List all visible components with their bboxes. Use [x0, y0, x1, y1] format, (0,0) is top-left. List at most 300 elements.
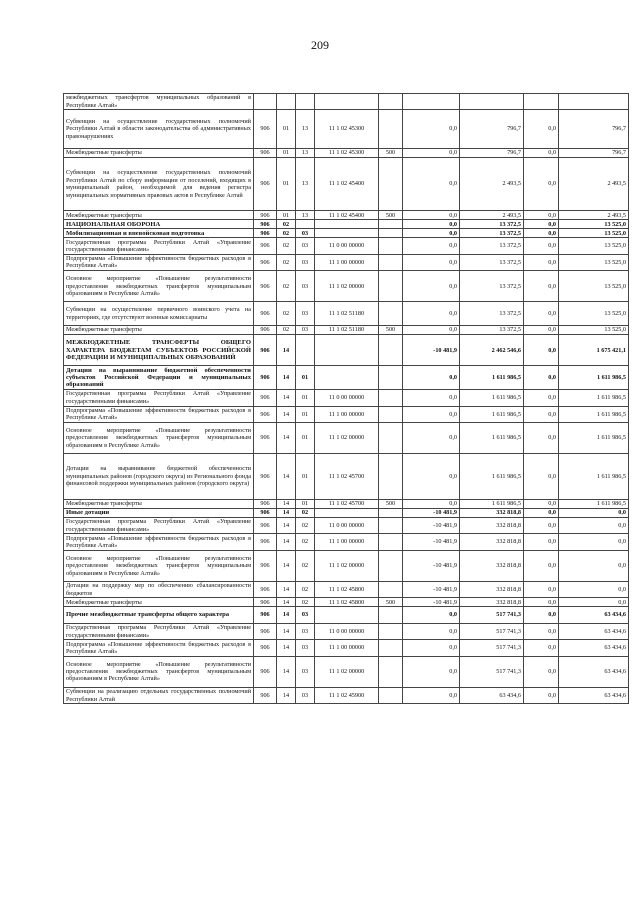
cell-value-1: -10 481,9 — [403, 598, 460, 607]
cell-value-1: 0,0 — [403, 157, 460, 210]
cell-subsection: 02 — [296, 534, 315, 550]
cell-expense-type — [379, 656, 403, 687]
cell-subsection: 01 — [296, 366, 315, 390]
cell-name: Прочие межбюджетные трансферты общего характера — [64, 607, 254, 623]
cell-expense-type — [379, 623, 403, 639]
cell-target-article: 11 0 00 00000 — [315, 390, 379, 406]
cell-expense-type — [379, 302, 403, 326]
table-row — [64, 211, 629, 220]
cell-value-2: 13 372,5 — [460, 271, 524, 302]
cell-value-2: 1 611 986,5 — [460, 390, 524, 406]
cell-expense-type — [379, 238, 403, 254]
cell-value-2: 13 372,5 — [460, 238, 524, 254]
cell-section: 14 — [277, 582, 296, 598]
cell-value-4: 1 675 421,1 — [559, 335, 629, 366]
cell-name: Дотации на выравнивание бюджетной обеспеченности муниципальных районов (городского округа) из Регионального фонда финансовой поддержки муниципальных районов (городского округа) — [64, 454, 254, 500]
cell-target-article — [315, 94, 379, 110]
cell-subsection: 03 — [296, 302, 315, 326]
cell-value-4: 13 525,0 — [559, 254, 629, 270]
cell-name: Межбюджетные трансферты — [64, 598, 254, 607]
cell-section — [277, 94, 296, 110]
cell-value-3: 0,0 — [524, 509, 559, 518]
cell-target-article: 11 1 02 45900 — [315, 687, 379, 703]
cell-value-4: 13 525,0 — [559, 238, 629, 254]
cell-value-1: 0,0 — [403, 110, 460, 149]
table-row — [64, 509, 629, 518]
cell-name: Субвенции на осуществление государственных полномочий Республики Алтай в области законодательства об административных правонарушениях — [64, 110, 254, 149]
cell-name: Субвенции на реализацию отдельных государственных полномочий Республики Алтай — [64, 687, 254, 703]
cell-value-2: 13 372,5 — [460, 220, 524, 229]
cell-ved: 906 — [254, 148, 277, 157]
cell-name: Мобилизационная и вневойсковая подготовка — [64, 229, 254, 238]
cell-value-3: 0,0 — [524, 335, 559, 366]
cell-ved: 906 — [254, 366, 277, 390]
cell-value-4: 13 525,0 — [559, 326, 629, 335]
cell-section: 02 — [277, 271, 296, 302]
cell-target-article — [315, 607, 379, 623]
cell-value-2: 332 818,8 — [460, 509, 524, 518]
cell-ved: 906 — [254, 607, 277, 623]
cell-ved: 906 — [254, 582, 277, 598]
cell-name: Подпрограмма «Повышение эффективности бюджетных расходов в Республике Алтай» — [64, 406, 254, 422]
cell-subsection: 01 — [296, 390, 315, 406]
cell-expense-type: 500 — [379, 211, 403, 220]
cell-value-3: 0,0 — [524, 550, 559, 581]
cell-subsection: 02 — [296, 598, 315, 607]
cell-section: 14 — [277, 550, 296, 581]
cell-value-4: 1 611 986,5 — [559, 406, 629, 422]
cell-subsection: 03 — [296, 687, 315, 703]
cell-value-2: 13 372,5 — [460, 254, 524, 270]
cell-value-2: 63 434,6 — [460, 687, 524, 703]
cell-name: Государственная программа Республики Алтай «Управление государственными финансами» — [64, 623, 254, 639]
cell-ved: 906 — [254, 335, 277, 366]
cell-value-4: 0,0 — [559, 550, 629, 581]
table-row — [64, 110, 629, 149]
cell-value-1: 0,0 — [403, 687, 460, 703]
cell-value-2: 796,7 — [460, 148, 524, 157]
table-row — [64, 518, 629, 534]
cell-ved: 906 — [254, 687, 277, 703]
cell-value-4: 13 525,0 — [559, 229, 629, 238]
cell-ved: 906 — [254, 211, 277, 220]
cell-section: 14 — [277, 534, 296, 550]
cell-subsection: 02 — [296, 518, 315, 534]
cell-value-2: 13 372,5 — [460, 302, 524, 326]
cell-name: Государственная программа Республики Алтай «Управление государственными финансами» — [64, 518, 254, 534]
cell-section: 02 — [277, 326, 296, 335]
cell-value-1: 0,0 — [403, 326, 460, 335]
cell-ved: 906 — [254, 454, 277, 500]
cell-name: МЕЖБЮДЖЕТНЫЕ ТРАНСФЕРТЫ ОБЩЕГО ХАРАКТЕРА БЮДЖЕТАМ СУБЪЕКТОВ РОССИЙСКОЙ ФЕДЕРАЦИИ И МУНИЦИПАЛЬНЫХ ОБРАЗОВАНИЙ — [64, 335, 254, 366]
cell-expense-type — [379, 335, 403, 366]
cell-ved: 906 — [254, 640, 277, 656]
cell-value-2: 1 611 986,5 — [460, 422, 524, 453]
cell-value-2: 1 611 986,5 — [460, 406, 524, 422]
cell-ved: 906 — [254, 390, 277, 406]
cell-subsection: 03 — [296, 271, 315, 302]
table-row — [64, 640, 629, 656]
cell-subsection: 13 — [296, 211, 315, 220]
cell-expense-type — [379, 406, 403, 422]
cell-name: межбюджетных трансфертов муниципальных образований в Республике Алтай» — [64, 94, 254, 110]
cell-name: Подпрограмма «Повышение эффективности бюджетных расходов в Республике Алтай» — [64, 640, 254, 656]
cell-value-4: 1 611 986,5 — [559, 422, 629, 453]
cell-target-article: 11 1 00 00000 — [315, 406, 379, 422]
cell-value-1: -10 481,9 — [403, 509, 460, 518]
cell-value-4: 1 611 986,5 — [559, 454, 629, 500]
cell-value-2: 517 741,3 — [460, 640, 524, 656]
cell-target-article: 11 1 02 00000 — [315, 422, 379, 453]
cell-value-1: 0,0 — [403, 211, 460, 220]
cell-value-2 — [460, 94, 524, 110]
cell-expense-type — [379, 110, 403, 149]
cell-value-2: 1 611 986,5 — [460, 500, 524, 509]
cell-name: Субвенции на осуществление первичного воинского учета на территориях, где отсутствуют военные комиссариаты — [64, 302, 254, 326]
cell-value-2: 517 741,3 — [460, 607, 524, 623]
cell-ved: 906 — [254, 157, 277, 210]
table-row — [64, 238, 629, 254]
cell-value-3: 0,0 — [524, 390, 559, 406]
cell-value-3: 0,0 — [524, 582, 559, 598]
cell-value-3: 0,0 — [524, 229, 559, 238]
cell-subsection: 01 — [296, 454, 315, 500]
table-row — [64, 422, 629, 453]
cell-value-1: -10 481,9 — [403, 550, 460, 581]
table-row — [64, 550, 629, 581]
cell-value-2: 332 818,8 — [460, 582, 524, 598]
cell-expense-type — [379, 422, 403, 453]
cell-section: 14 — [277, 687, 296, 703]
cell-target-article: 11 1 02 45700 — [315, 454, 379, 500]
cell-value-1: -10 481,9 — [403, 582, 460, 598]
cell-value-2: 2 462 546,6 — [460, 335, 524, 366]
table-row — [64, 94, 629, 110]
cell-expense-type — [379, 366, 403, 390]
cell-value-4: 63 434,6 — [559, 640, 629, 656]
cell-ved: 906 — [254, 229, 277, 238]
table-row — [64, 302, 629, 326]
cell-value-1: 0,0 — [403, 366, 460, 390]
cell-section: 01 — [277, 157, 296, 210]
cell-section: 02 — [277, 254, 296, 270]
cell-expense-type — [379, 94, 403, 110]
cell-expense-type — [379, 534, 403, 550]
table-row — [64, 687, 629, 703]
cell-target-article: 11 1 02 45400 — [315, 211, 379, 220]
cell-name: Государственная программа Республики Алтай «Управление государственными финансами» — [64, 238, 254, 254]
cell-subsection: 03 — [296, 254, 315, 270]
cell-value-3: 0,0 — [524, 454, 559, 500]
cell-subsection: 13 — [296, 148, 315, 157]
cell-target-article: 11 1 02 51180 — [315, 302, 379, 326]
cell-target-article: 11 0 00 00000 — [315, 623, 379, 639]
cell-value-4: 2 493,5 — [559, 211, 629, 220]
table-row — [64, 656, 629, 687]
cell-name: Субвенции на осуществление государственных полномочий Республики Алтай по сбору информации от поселений, входящих в муниципальный район, необходимой для ведения регистра муниципальных нормативных правовых актов в Республике Алтай — [64, 157, 254, 210]
cell-value-2: 2 493,5 — [460, 211, 524, 220]
cell-value-4: 0,0 — [559, 534, 629, 550]
cell-value-4: 13 525,0 — [559, 271, 629, 302]
cell-value-2: 332 818,8 — [460, 534, 524, 550]
cell-name: Межбюджетные трансферты — [64, 326, 254, 335]
cell-value-4: 63 434,6 — [559, 687, 629, 703]
cell-value-4: 0,0 — [559, 598, 629, 607]
table-row — [64, 607, 629, 623]
cell-value-4: 2 493,5 — [559, 157, 629, 210]
cell-subsection: 01 — [296, 406, 315, 422]
cell-value-3: 0,0 — [524, 687, 559, 703]
cell-value-1: 0,0 — [403, 238, 460, 254]
cell-ved: 906 — [254, 500, 277, 509]
cell-subsection: 13 — [296, 110, 315, 149]
cell-value-2: 332 818,8 — [460, 598, 524, 607]
cell-section: 14 — [277, 640, 296, 656]
table-row — [64, 157, 629, 210]
cell-value-4: 796,7 — [559, 110, 629, 149]
cell-value-4: 13 525,0 — [559, 302, 629, 326]
cell-target-article: 11 1 02 00000 — [315, 550, 379, 581]
cell-target-article — [315, 229, 379, 238]
table-row — [64, 335, 629, 366]
cell-subsection: 03 — [296, 640, 315, 656]
table-row — [64, 500, 629, 509]
cell-expense-type — [379, 390, 403, 406]
cell-target-article: 11 1 02 45300 — [315, 110, 379, 149]
table-row — [64, 454, 629, 500]
cell-value-1: -10 481,9 — [403, 335, 460, 366]
cell-expense-type — [379, 271, 403, 302]
cell-value-2: 1 611 986,5 — [460, 454, 524, 500]
cell-value-3: 0,0 — [524, 518, 559, 534]
cell-ved: 906 — [254, 326, 277, 335]
cell-subsection: 01 — [296, 500, 315, 509]
cell-subsection: 03 — [296, 229, 315, 238]
cell-expense-type — [379, 229, 403, 238]
cell-value-4: 63 434,6 — [559, 656, 629, 687]
table-row — [64, 254, 629, 270]
cell-subsection: 02 — [296, 582, 315, 598]
cell-value-3: 0,0 — [524, 211, 559, 220]
budget-table — [63, 93, 629, 704]
cell-value-1: -10 481,9 — [403, 534, 460, 550]
cell-target-article — [315, 335, 379, 366]
cell-value-3: 0,0 — [524, 220, 559, 229]
cell-subsection: 03 — [296, 623, 315, 639]
cell-value-3: 0,0 — [524, 110, 559, 149]
cell-expense-type: 500 — [379, 148, 403, 157]
cell-target-article: 11 1 02 45300 — [315, 148, 379, 157]
cell-ved: 906 — [254, 509, 277, 518]
cell-expense-type — [379, 509, 403, 518]
cell-expense-type — [379, 518, 403, 534]
cell-ved: 906 — [254, 518, 277, 534]
cell-subsection: 02 — [296, 509, 315, 518]
cell-value-4: 1 611 986,5 — [559, 500, 629, 509]
cell-target-article: 11 1 02 45400 — [315, 157, 379, 210]
cell-value-3: 0,0 — [524, 656, 559, 687]
cell-name: Основное мероприятие «Повышение результативности предоставления межбюджетных трансфертов муниципальным образованиям в Республике Алтай» — [64, 271, 254, 302]
cell-value-4: 13 525,0 — [559, 220, 629, 229]
cell-section: 14 — [277, 406, 296, 422]
cell-subsection: 03 — [296, 326, 315, 335]
table-row — [64, 366, 629, 390]
cell-target-article: 11 1 02 00000 — [315, 271, 379, 302]
cell-value-1: 0,0 — [403, 220, 460, 229]
cell-section: 02 — [277, 220, 296, 229]
cell-name: Иные дотации — [64, 509, 254, 518]
table-row — [64, 271, 629, 302]
cell-value-3: 0,0 — [524, 406, 559, 422]
cell-value-3 — [524, 94, 559, 110]
cell-value-3: 0,0 — [524, 157, 559, 210]
cell-expense-type — [379, 687, 403, 703]
cell-subsection: 02 — [296, 550, 315, 581]
cell-name: Дотации на поддержку мер по обеспечению сбалансированности бюджетов — [64, 582, 254, 598]
table-row — [64, 390, 629, 406]
cell-name: Межбюджетные трансферты — [64, 500, 254, 509]
cell-value-2: 332 818,8 — [460, 518, 524, 534]
cell-value-1: 0,0 — [403, 390, 460, 406]
cell-expense-type — [379, 254, 403, 270]
cell-subsection: 03 — [296, 238, 315, 254]
table-row — [64, 406, 629, 422]
cell-expense-type — [379, 582, 403, 598]
cell-value-4: 1 611 986,5 — [559, 390, 629, 406]
cell-value-2: 332 818,8 — [460, 550, 524, 581]
cell-section: 02 — [277, 229, 296, 238]
cell-value-4: 796,7 — [559, 148, 629, 157]
cell-value-3: 0,0 — [524, 302, 559, 326]
cell-ved: 906 — [254, 598, 277, 607]
cell-ved: 906 — [254, 238, 277, 254]
cell-name: Межбюджетные трансферты — [64, 148, 254, 157]
cell-value-2: 13 372,5 — [460, 229, 524, 238]
cell-value-2: 796,7 — [460, 110, 524, 149]
cell-section: 02 — [277, 302, 296, 326]
cell-value-3: 0,0 — [524, 607, 559, 623]
cell-expense-type — [379, 640, 403, 656]
cell-target-article: 11 1 00 00000 — [315, 534, 379, 550]
cell-value-4: 63 434,6 — [559, 607, 629, 623]
cell-value-2: 517 741,3 — [460, 656, 524, 687]
cell-section: 14 — [277, 656, 296, 687]
table-row — [64, 623, 629, 639]
cell-value-2: 1 611 986,5 — [460, 366, 524, 390]
cell-value-4: 63 434,6 — [559, 623, 629, 639]
cell-value-1: 0,0 — [403, 302, 460, 326]
cell-section: 14 — [277, 422, 296, 453]
cell-target-article: 11 1 00 00000 — [315, 254, 379, 270]
cell-section: 14 — [277, 623, 296, 639]
cell-section: 01 — [277, 148, 296, 157]
cell-target-article: 11 1 02 00000 — [315, 656, 379, 687]
cell-value-1: 0,0 — [403, 229, 460, 238]
cell-target-article: 11 1 00 00000 — [315, 640, 379, 656]
cell-ved: 906 — [254, 406, 277, 422]
cell-section: 14 — [277, 509, 296, 518]
cell-section: 02 — [277, 238, 296, 254]
cell-name: Основное мероприятие «Повышение результативности предоставления межбюджетных трансфертов муниципальным образованиям в Республике Алтай» — [64, 656, 254, 687]
cell-target-article: 11 0 00 00000 — [315, 518, 379, 534]
cell-section: 14 — [277, 518, 296, 534]
cell-value-1: 0,0 — [403, 454, 460, 500]
cell-section: 14 — [277, 454, 296, 500]
cell-name: Дотации на выравнивание бюджетной обеспеченности субъектов Российской Федерации и муниципальных образований — [64, 366, 254, 390]
table-row — [64, 534, 629, 550]
cell-value-4 — [559, 94, 629, 110]
cell-value-3: 0,0 — [524, 640, 559, 656]
cell-name: Основное мероприятие «Повышение результативности предоставления межбюджетных трансфертов муниципальным образованиям в Республике Алтай» — [64, 550, 254, 581]
cell-expense-type — [379, 454, 403, 500]
cell-value-1: 0,0 — [403, 422, 460, 453]
cell-value-4: 1 611 986,5 — [559, 366, 629, 390]
table-row — [64, 229, 629, 238]
cell-value-4: 0,0 — [559, 518, 629, 534]
cell-subsection: 01 — [296, 422, 315, 453]
cell-expense-type — [379, 157, 403, 210]
cell-value-1: 0,0 — [403, 254, 460, 270]
table-row — [64, 598, 629, 607]
cell-expense-type: 500 — [379, 500, 403, 509]
cell-value-4: 0,0 — [559, 582, 629, 598]
cell-value-3: 0,0 — [524, 598, 559, 607]
cell-target-article — [315, 366, 379, 390]
cell-name: Подпрограмма «Повышение эффективности бюджетных расходов в Республике Алтай» — [64, 534, 254, 550]
cell-value-1: 0,0 — [403, 640, 460, 656]
cell-value-1: 0,0 — [403, 271, 460, 302]
cell-section: 14 — [277, 335, 296, 366]
cell-value-3: 0,0 — [524, 254, 559, 270]
cell-name: Межбюджетные трансферты — [64, 211, 254, 220]
table-row — [64, 582, 629, 598]
cell-ved: 906 — [254, 110, 277, 149]
cell-target-article: 11 1 02 45800 — [315, 598, 379, 607]
cell-value-2: 13 372,5 — [460, 326, 524, 335]
cell-value-1: 0,0 — [403, 406, 460, 422]
cell-ved: 906 — [254, 534, 277, 550]
cell-section: 14 — [277, 607, 296, 623]
cell-ved: 906 — [254, 220, 277, 229]
cell-name: НАЦИОНАЛЬНАЯ ОБОРОНА — [64, 220, 254, 229]
cell-section: 14 — [277, 390, 296, 406]
cell-value-1: 0,0 — [403, 607, 460, 623]
cell-ved: 906 — [254, 302, 277, 326]
cell-subsection — [296, 220, 315, 229]
table-row — [64, 220, 629, 229]
cell-value-1: 0,0 — [403, 656, 460, 687]
cell-target-article: 11 1 02 51180 — [315, 326, 379, 335]
cell-ved — [254, 94, 277, 110]
cell-value-2: 517 741,3 — [460, 623, 524, 639]
cell-subsection: 03 — [296, 656, 315, 687]
cell-name: Государственная программа Республики Алтай «Управление государственными финансами» — [64, 390, 254, 406]
cell-target-article: 11 0 00 00000 — [315, 238, 379, 254]
cell-ved: 906 — [254, 656, 277, 687]
cell-target-article — [315, 220, 379, 229]
cell-subsection: 03 — [296, 607, 315, 623]
cell-value-3: 0,0 — [524, 422, 559, 453]
cell-value-3: 0,0 — [524, 534, 559, 550]
cell-value-3: 0,0 — [524, 326, 559, 335]
page-number: 209 — [311, 38, 329, 52]
cell-target-article: 11 1 02 45700 — [315, 500, 379, 509]
cell-value-3: 0,0 — [524, 271, 559, 302]
cell-value-3: 0,0 — [524, 148, 559, 157]
cell-value-1: -10 481,9 — [403, 518, 460, 534]
cell-section: 14 — [277, 366, 296, 390]
cell-expense-type — [379, 607, 403, 623]
